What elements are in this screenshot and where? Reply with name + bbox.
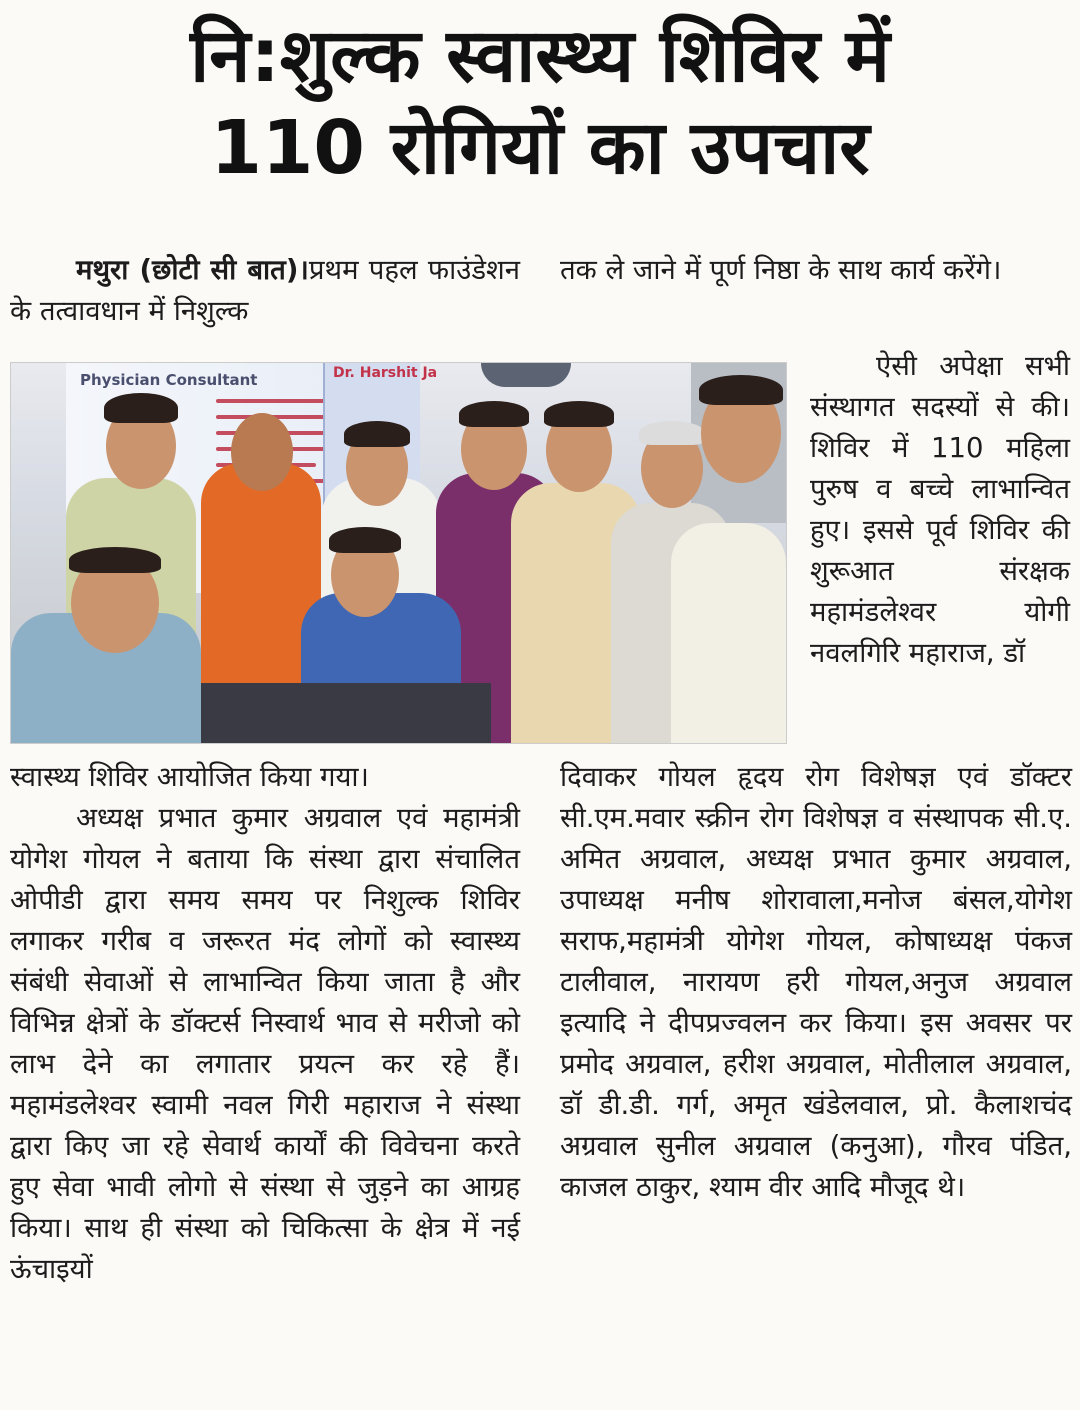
news-photo <box>10 362 787 744</box>
headline-line-1: नि:शुल्क स्वास्थ्य शिविर में <box>190 13 890 99</box>
left-paragraph-1: स्वास्थ्य शिविर आयोजित किया गया। <box>10 761 369 793</box>
intro-text: प्रथम पहल फाउंडेशन के तत्वावधान में निशुल्क <box>10 254 521 327</box>
desk <box>161 683 491 743</box>
headline-line-2: 110 रोगियों का उपचार <box>210 105 870 191</box>
poster-title: Physician Consultant <box>80 371 258 389</box>
column-right-top <box>560 250 1072 291</box>
headline <box>0 10 1080 194</box>
dateline: मथुरा (छोटी सी बात)। <box>76 254 309 286</box>
right-side-text: ऐसी अपेक्षा सभी संस्थागत सदस्यों से की। शिविर में 110 महिला पुरुष व बच्चे लाभान्वित हुए। इससे पूर्व शिविर की शुरूआत संरक्षक महामंडलेश्वर योगी नवलगिरि महाराज, डॉ <box>810 350 1070 669</box>
left-paragraph-2: अध्यक्ष प्रभात कुमार अग्रवाल एवं महामंत्री योगेश गोयल ने बताया कि संस्था द्वारा संचालित ओपीडी द्वारा समय समय पर निशुल्क शिविर लगाकर गरीब व जरूरत मंद लोगों को स्वास्थ्य संबंधी सेवाओं से लाभान्वित किया जाता है और विभिन्न क्षेत्रों के डॉक्टर्स निस्वार्थ भाव से मरीजो को लाभ देने का लगातार प्रयत्न कर रहे हैं। महामंडलेश्वर स्वामी नवल गिरी महाराज ने संस्था द्वारा किए जा रहे सेवार्थ कार्यों की विवेचना करते हुए सेवा भावी लोगो से संस्था से जुड़ने का आग्रह किया। साथ ही संस्था को चिकित्सा के क्षेत्र में नई ऊंचाइयों <box>10 802 520 1285</box>
column-right-side <box>810 346 1070 674</box>
column-left-top <box>10 250 520 332</box>
poster-name: Dr. Harshit Ja <box>333 365 438 381</box>
ceiling-fan <box>481 363 571 387</box>
right-top-text: तक ले जाने में पूर्ण निष्ठा के साथ कार्य करेंगे। <box>560 254 1002 286</box>
column-right-bottom <box>560 757 1072 1208</box>
right-bottom-text: दिवाकर गोयल हृदय रोग विशेषज्ञ एवं डॉक्टर सी.एम.मवार स्क्रीन रोग विशेषज्ञ व संस्थापक सी.ए. अमित अग्रवाल, अध्यक्ष प्रभात कुमार अग्रवाल, उपाध्यक्ष मनीष शोरावाला,मनोज बंसल,योगेश सराफ,महामंत्री योगेश गोयल, कोषाध्यक्ष पंकज टालीवाल, नारायण हरी गोयल,अनुज अग्रवाल इत्यादि ने दीपप्रज्वलन कर किया। इस अवसर पर प्रमोद अग्रवाल, हरीश अग्रवाल, मोतीलाल अग्रवाल, डॉ डी.डी. गर्ग, अमृत खंडेलवाल, प्रो. कैलाशचंद अग्रवाल सुनील अग्रवाल (कनुआ), गौरव पंडित, काजल ठाकुर, श्याम वीर आदि मौजूद थे। <box>560 761 1072 1203</box>
column-left-bottom <box>10 757 520 1290</box>
